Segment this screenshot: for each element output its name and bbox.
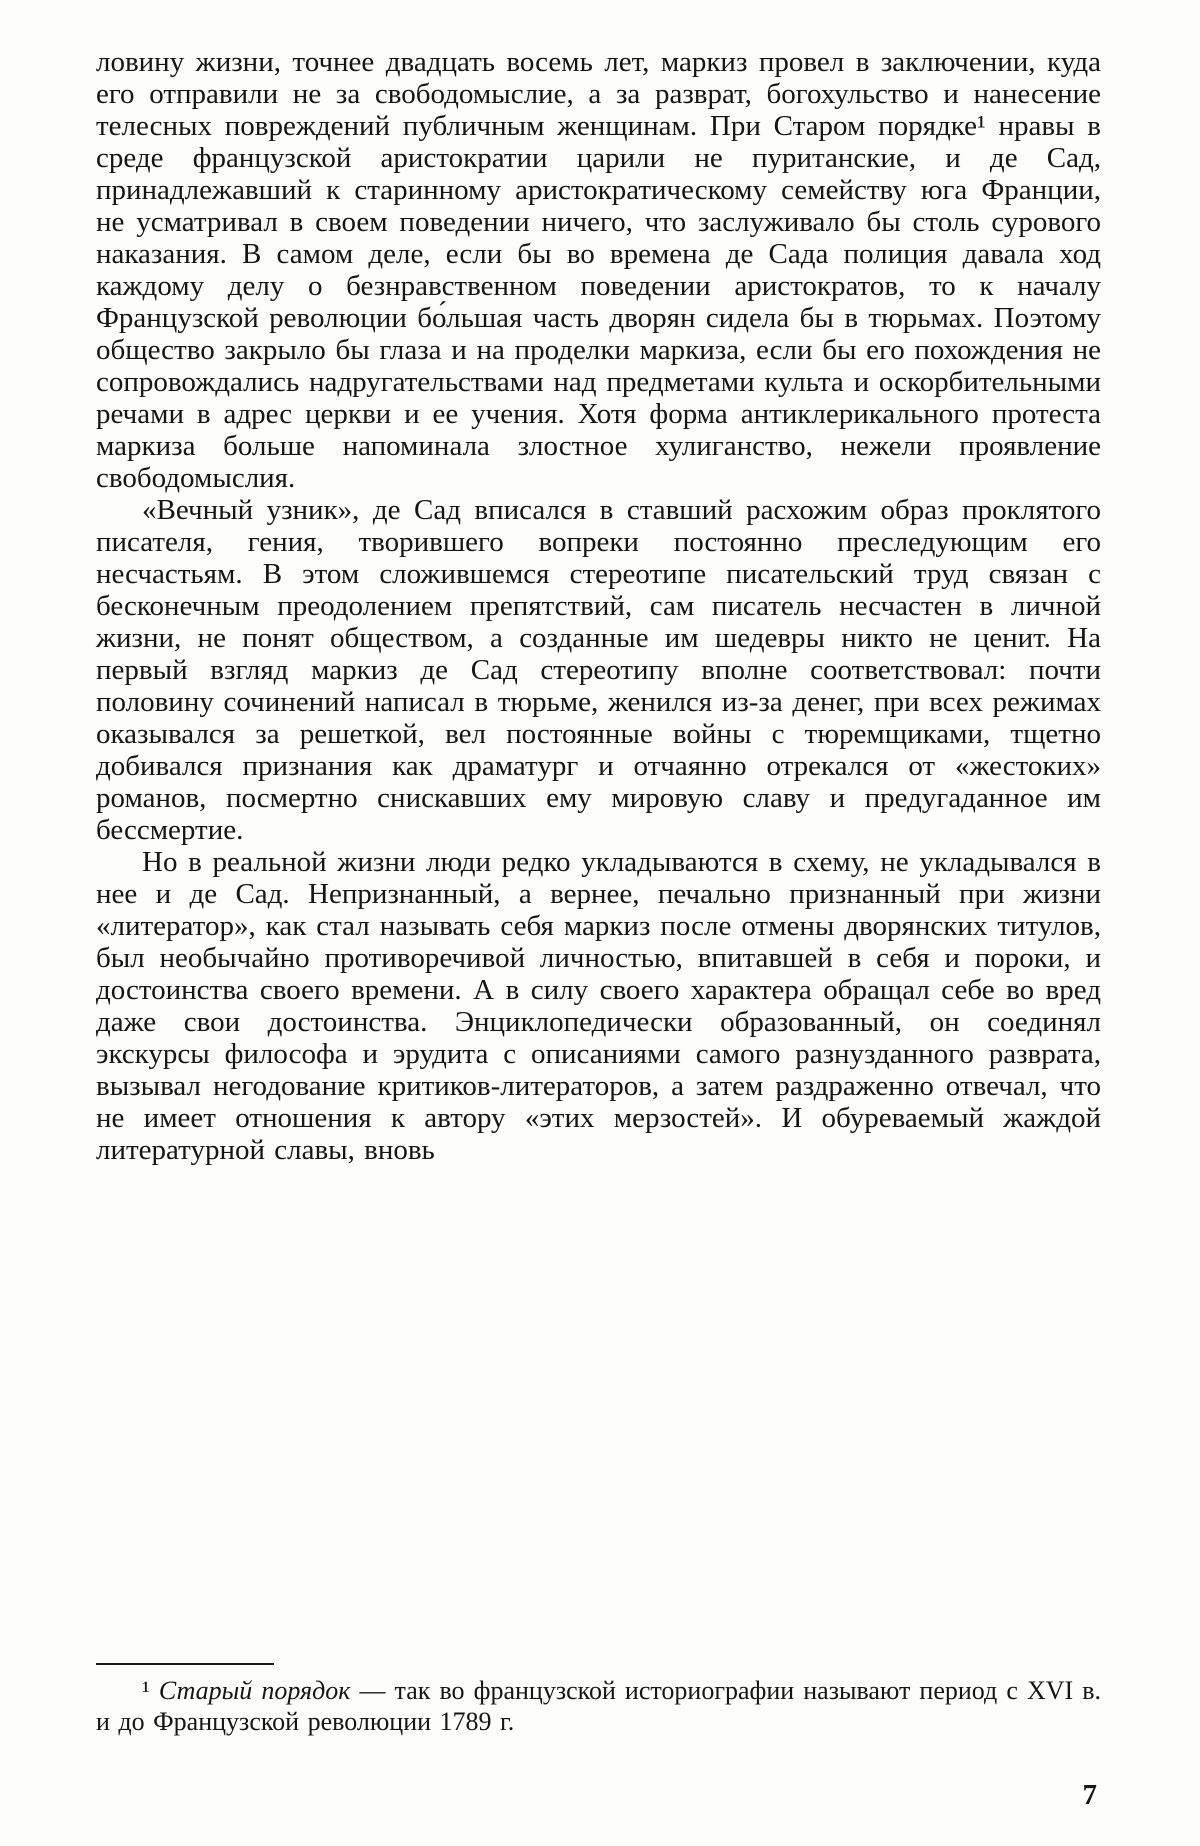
- footnote-text: — так во французской историографии называют период с XVI в. и до Французской революции 1789 г.: [96, 1676, 1101, 1736]
- footnote-term: Старый порядок: [158, 1676, 351, 1705]
- paragraph-continuation: ловину жизни, точнее двадцать восемь лет, маркиз провел в заключении, куда его отправили не за свободомыслие, а за разврат, богохульство и нанесение телесных повреждений публичным женщинам. При Старом порядке¹ нравы в среде французской аристократии царили не пуританские, и де Сад, принадлежавший к старинному аристократическому семейству юга Франции, не усматривал в своем поведении ничего, что заслуживало бы столь сурового наказания. В самом деле, если бы во времена де Сада полиция давала ход каждому делу о безнравственном поведении аристократов, то к началу Французской революции бо́льшая часть дворян сидела бы в тюрьмах. Поэтому общество закрыло бы глаза и на проделки маркиза, если бы его похождения не сопровождались надругательствами над предметами культа и оскорбительными речами в адрес церкви и ее учения. Хотя форма антиклерикального протеста маркиза больше напоминала злостное хулиганство, нежели проявление свободомыслия.: [96, 46, 1101, 494]
- main-text-block: [96, 46, 1101, 1166]
- paragraph: «Вечный узник», де Сад вписался в ставший расхожим образ проклятого писателя, гения, творившего вопреки постоянно преследующим его несчастьям. В этом сложившемся стереотипе писательский труд связан с бесконечным преодолением препятствий, сам писатель несчастен в личной жизни, не понят обществом, а созданные им шедевры никто не ценит. На первый взгляд маркиз де Сад стереотипу вполне соответствовал: почти половину сочинений написал в тюрьме, женился из-за денег, при всех режимах оказывался за решеткой, вел постоянные войны с тюремщиками, тщетно добивался признания как драматург и отчаянно отрекался от «жестоких» романов, посмертно снискавших ему мировую славу и предугаданное им бессмертие.: [96, 494, 1101, 846]
- paragraph: Но в реальной жизни люди редко укладываются в схему, не укладывался в нее и де Сад. Непризнанный, а вернее, печально признанный при жизни «литератор», как стал называть себя маркиз после отмены дворянских титулов, был необычайно противоречивой личностью, впитавшей в себя и пороки, и достоинства своего времени. А в силу своего характера обращал себе во вред даже свои достоинства. Энциклопедически образованный, он соединял экскурсы философа и эрудита с описаниями самого разнузданного разврата, вызывал негодование критиков-литераторов, а затем раздраженно отвечал, что не имеет отношения к автору «этих мерзостей». И обуреваемый жаждой литературной славы, вновь: [96, 846, 1101, 1166]
- page-number: 7: [1082, 1779, 1097, 1811]
- footnote-block: [96, 1663, 1101, 1737]
- footnote-marker: ¹: [142, 1676, 159, 1705]
- footnote: [96, 1675, 1101, 1737]
- footnote-separator-rule: [96, 1663, 274, 1665]
